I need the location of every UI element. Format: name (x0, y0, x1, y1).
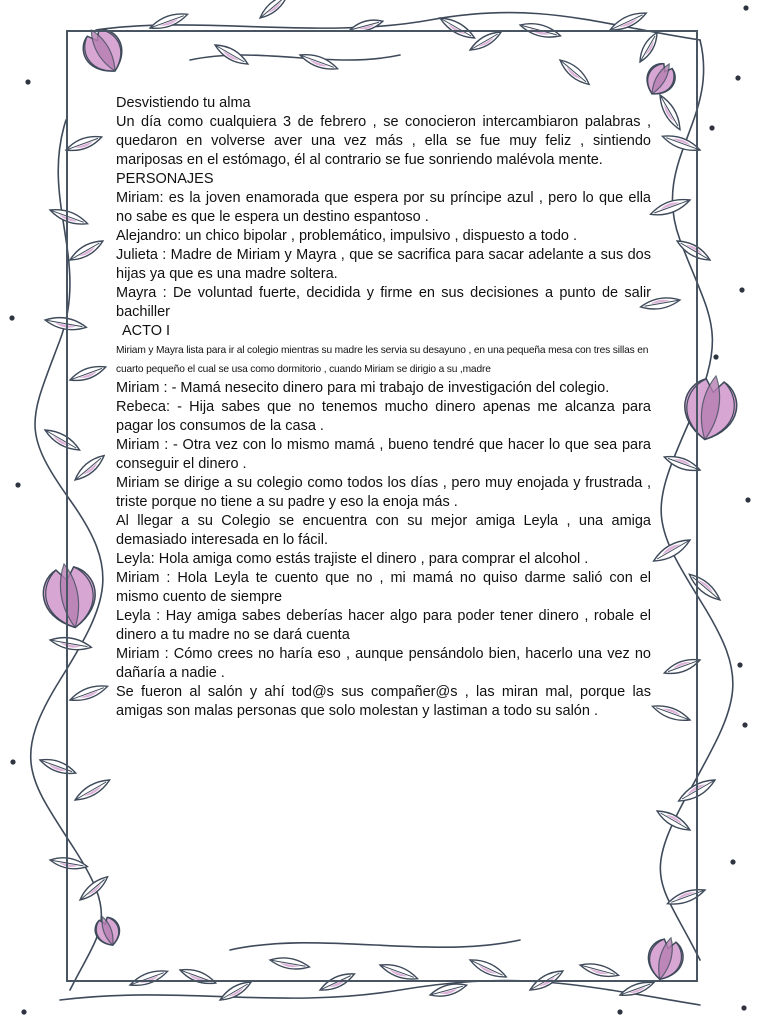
dialogue-line: Miriam : Cómo crees no haría eso , aunque pensándolo bien, hacerlo una vez no dañaría a nadie . (116, 646, 651, 681)
act-heading: ACTO I (122, 323, 171, 339)
leaf-icon (128, 967, 169, 990)
dialogue-line: Miriam se dirige a su colegio como todos los días , pero muy enojada y frustrada , triste porque no tiene a su padre y eso la enoja más . (116, 475, 651, 510)
leaf-icon (49, 855, 88, 871)
character-mayra: Mayra : De voluntad fuerte, decidida y firme en sus decisiones a punto de salir bachiller (116, 285, 651, 320)
leaf-icon (64, 132, 103, 154)
closing-paragraph: Se fueron al salón y ahí tod@s sus compañer@s , las miran mal, porque las amigas son malas personas que solo molestan y lastiman a todo su salón . (116, 684, 651, 719)
dot-icon (745, 497, 750, 502)
dot-icon (25, 79, 30, 84)
dot-icon (735, 75, 740, 80)
leaf-icon (636, 30, 661, 64)
dot-icon (15, 482, 20, 487)
dot-icon (739, 287, 744, 292)
leaf-icon (269, 955, 310, 972)
leaf-icon (651, 702, 692, 725)
leaf-icon (44, 315, 87, 333)
dot-icon (709, 125, 714, 130)
dot-icon (743, 5, 748, 10)
stage-direction: Miriam y Mayra lista para ir al colegio mientras su madre les servia su desayuno , en una pequeña mesa con tres sillas en cuarto pequeño el cual se usa como dormitorio , cuando Miriam se dirigio a su ,madre (116, 345, 649, 375)
dot-icon (737, 662, 742, 667)
document-title: Desvistiendo tu alma (116, 95, 251, 111)
leaf-icon (579, 960, 620, 980)
leaf-icon (468, 955, 508, 981)
document-body (116, 94, 651, 721)
leaf-icon (77, 873, 110, 903)
dot-icon (730, 859, 735, 864)
leaf-icon (675, 237, 713, 265)
dialogue-line: Miriam : - Otra vez con lo mismo mamá , bueno tendré que hacer lo que sea para conseguir el dinero . (116, 437, 651, 472)
leaf-icon (178, 965, 217, 987)
dot-icon (713, 354, 718, 359)
dialogue-line: Rebeca: - Hija sabes que no tenemos mucho dinero apenas me alcanza para pagar los consumos de la casa . (116, 399, 651, 434)
leaf-icon (43, 426, 83, 455)
dot-icon (9, 315, 14, 320)
leaf-icon (655, 807, 693, 835)
leaf-icon (438, 14, 478, 43)
character-alejandro: Alejandro: un chico bipolar , problemático, impulsivo , dispuesto a todo . (116, 228, 578, 244)
leaf-icon (663, 655, 702, 677)
tulip-flower-icon (75, 21, 132, 81)
leaf-icon (651, 535, 693, 566)
leaf-icon (666, 885, 707, 908)
leaf-icon (661, 132, 702, 155)
character-miriam: Miriam: es la joven enamorada que espera por su príncipe azul , pero lo que ella no sabe es que le espera un destino espantoso . (116, 190, 651, 225)
leaf-icon (68, 237, 106, 265)
leaf-icon (68, 682, 109, 705)
leaf-icon (148, 10, 189, 33)
leaf-icon (73, 776, 113, 805)
dot-icon (741, 1005, 746, 1010)
dialogue-line: Miriam : Hola Leyla te cuento que no , mi mamá no quiso darme salió con el mismo cuento de siempre (116, 570, 651, 605)
leaf-icon (257, 0, 290, 21)
leaf-icon (48, 205, 89, 228)
leaf-icon (557, 56, 593, 88)
dot-icon (617, 1009, 622, 1014)
dialogue-line: Leyla : Hay amiga sabes deberías hacer algo para poder tener dinero , robale el dinero a tu madre no se dará cuenta (116, 608, 651, 643)
dot-icon (21, 1009, 26, 1014)
leaf-icon (656, 93, 685, 133)
leaf-icon (378, 960, 419, 983)
tulip-flower-icon (643, 933, 687, 983)
leaf-icon (38, 755, 77, 777)
dialogue-line: Miriam : - Mamá nesecito dinero para mi trabajo de investigación del colegio. (116, 380, 610, 396)
tulip-flower-icon (91, 913, 124, 950)
tulip-flower-icon (39, 560, 101, 633)
tulip-flower-icon (679, 372, 741, 445)
leaf-icon (298, 50, 339, 73)
leaf-icon (649, 195, 692, 220)
dialogue-line: Leyla: Hola amiga como estás trajiste el dinero , para comprar el alcohol . (116, 551, 589, 567)
dot-icon (742, 722, 747, 727)
dot-icon (10, 759, 15, 764)
characters-heading: PERSONAJES (116, 171, 214, 187)
dialogue-line: Al llegar a su Colegio se encuentra con su mejor amiga Leyla , una amiga demasiado interesada en lo fácil. (116, 513, 651, 548)
intro-paragraph: Un día como cualquiera 3 de febrero , se conocieron intercambiaron palabras , quedaron en volverse aver una vez más , ella se fue muy feliz , sintiendo mariposas en el estómago, él al contrario se fue sonriendo malévola mente. (116, 114, 651, 168)
leaf-icon (68, 362, 107, 384)
character-julieta: Julieta : Madre de Miriam y Mayra , que se sacrifica para sacar adelante a sus dos hijas ya que es una madre soltera. (116, 247, 651, 282)
leaf-icon (72, 452, 108, 484)
